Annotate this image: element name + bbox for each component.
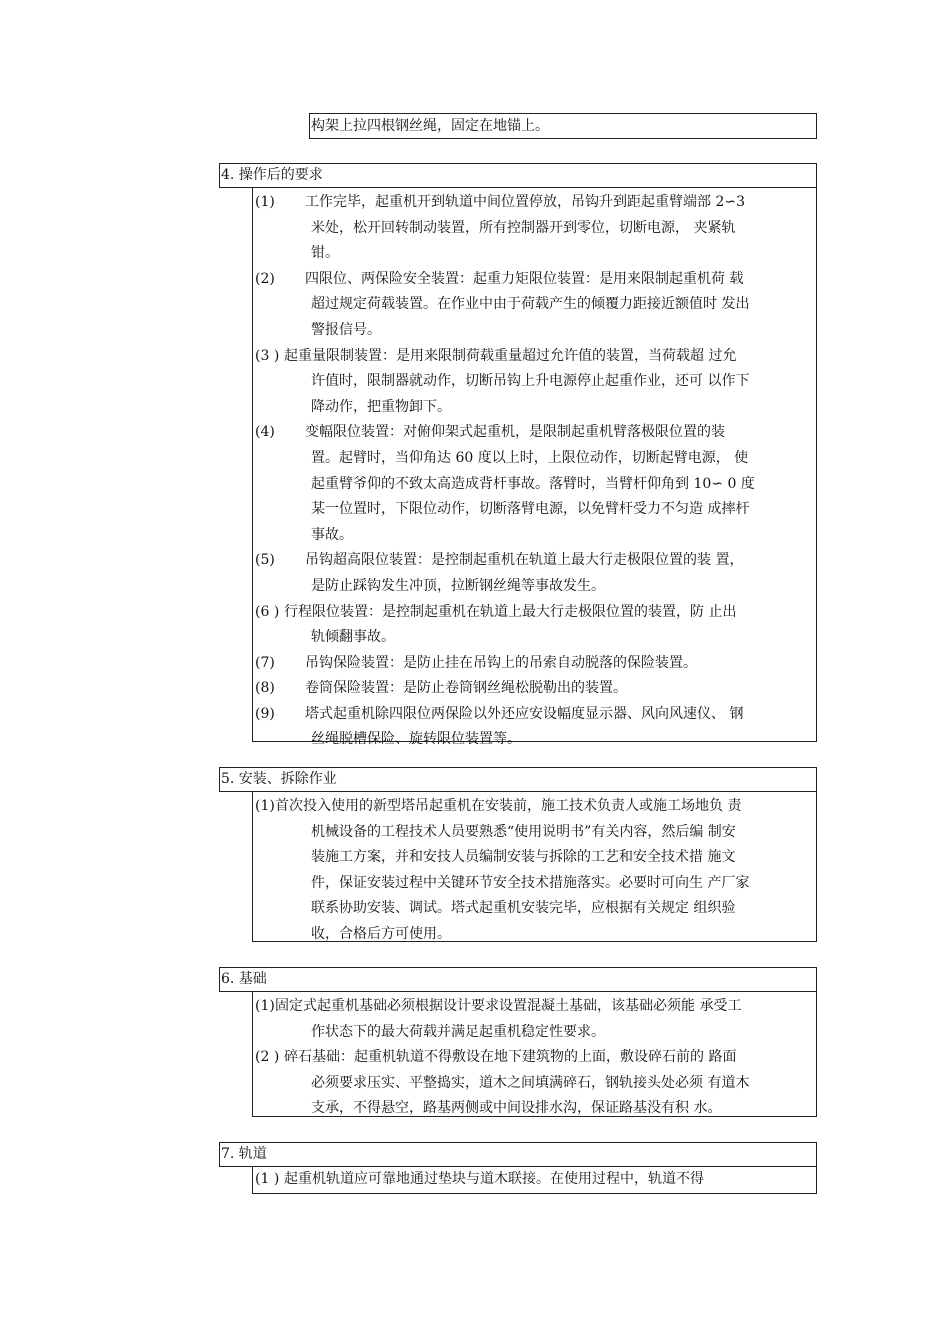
item-line: 工作完毕，起重机开到轨道中间位置停放，吊钩升到距起重臂端部 2∽3	[305, 194, 745, 210]
section-6-heading-text: 6. 基础	[221, 971, 267, 987]
item-number: (1 )	[255, 1171, 280, 1187]
item-number: (9)	[255, 705, 275, 722]
item-number: (3 )	[255, 347, 280, 364]
item-line: 吊钩超高限位装置：是控制起重机在轨道上最大行走极限位置的装 置，	[305, 552, 744, 569]
list-item	[253, 651, 816, 677]
list-item	[253, 794, 816, 948]
section-5-heading	[219, 767, 817, 792]
section-7-heading-text: 7. 轨道	[221, 1146, 267, 1162]
top-fragment-text: 构架上拉四根钢丝绳，固定在地锚上。	[311, 118, 549, 134]
item-line: 是防止踩钩发生冲顶，拉断钢丝绳等事故发生。	[311, 577, 605, 594]
list-item	[253, 420, 816, 548]
section-5-heading-text: 5. 安装、拆除作业	[221, 771, 337, 787]
list-item	[253, 994, 816, 1045]
list-item	[253, 267, 816, 344]
item-number: (2)	[255, 270, 275, 287]
item-number: (1)	[255, 998, 275, 1014]
item-line: 收，合格后方可使用。	[311, 925, 451, 942]
list-item	[253, 344, 816, 421]
item-line: 必须要求压实、平整捣实，道木之间填满碎石，钢轨接头处必须 有道木	[311, 1074, 750, 1091]
item-line: 碎石基础：起重机轨道不得敷设在地下建筑物的上面，敷设碎石前的 路面	[284, 1049, 737, 1066]
section-7-content	[252, 1167, 817, 1194]
list-item	[253, 676, 816, 702]
item-line: 轨倾翻事故。	[311, 629, 395, 646]
item-line: 丝绳脱槽保险、旋转限位装置等。	[311, 731, 521, 748]
item-line: 机械设备的工程技术人员要熟悉“使用说明书”有关内容，然后编 制安	[311, 823, 736, 840]
item-line: 起重臂爷仰的不致太高造成背杆事故。落臂时，当臂杆仰角到 10∽ 0 度	[311, 475, 755, 492]
item-line: 塔式起重机除四限位两保险以外还应安设幅度显示器、风向风速仪、 钢	[305, 705, 744, 722]
item-line: 件，保证安装过程中关键环节安全技术措施落实。必要时可向生 产厂家	[311, 874, 750, 891]
item-line: 联系协助安装、调试。塔式起重机安装完毕，应根据有关规定 组织验	[311, 900, 736, 917]
item-number: (1)	[255, 194, 275, 210]
list-item	[253, 190, 816, 267]
item-line: 米处，松开回转制动装置，所有控制器开到零位，切断电源， 夹紧轨	[311, 219, 736, 236]
section-4-heading	[219, 163, 817, 188]
item-line: 起重量限制装置：是用来限制荷载重量超过允许值的装置，当荷载超 过允	[284, 347, 737, 364]
section-6-heading	[219, 967, 817, 992]
list-item	[253, 600, 816, 651]
section-4-content	[252, 188, 817, 748]
item-line: 起重机轨道应可靠地通过垫块与道木联接。在使用过程中，轨道不得	[284, 1171, 704, 1187]
item-number: (4)	[255, 424, 275, 441]
list-item	[253, 548, 816, 599]
section-5-content	[252, 792, 817, 942]
item-line: 支承，不得悬空，路基两侧或中间设排水沟，保证路基没有积 水。	[311, 1100, 722, 1117]
item-line: 四限位、两保险安全装置：起重力矩限位装置：是用来限制起重机荷 载	[305, 270, 744, 287]
section-6-content	[252, 992, 817, 1117]
item-line: 装施工方案，并和安技人员编制安装与拆除的工艺和安全技术措 施文	[311, 849, 736, 866]
item-line: 降动作，把重物卸下。	[311, 398, 451, 415]
item-number: (1)	[255, 798, 275, 814]
list-item	[253, 1167, 816, 1193]
item-number: (7)	[255, 654, 275, 671]
top-fragment-box	[309, 113, 817, 139]
item-line: 变幅限位装置：对俯仰架式起重机，是限制起重机臂落极限位置的装	[305, 424, 725, 441]
item-number: (6 )	[255, 603, 280, 620]
item-line: 行程限位装置：是控制起重机在轨道上最大行走极限位置的装置，防 止出	[284, 603, 737, 620]
item-line: 作状态下的最大荷载并满足起重机稳定性要求。	[311, 1023, 605, 1040]
item-line: 钳。	[311, 245, 339, 262]
item-line: 超过规定荷载装置。在作业中由于荷载产生的倾覆力距接近额值时 发出	[311, 296, 750, 313]
list-item	[253, 1045, 816, 1122]
item-line: 置。起臂时，当仰角达 60 度以上时，上限位动作，切断起臂电源， 使	[311, 449, 749, 466]
section-4-heading-text: 4. 操作后的要求	[221, 167, 323, 183]
list-item	[253, 702, 816, 753]
item-line: 许值时，限制器就动作，切断吊钩上升电源停止起重作业，还可 以作下	[311, 373, 750, 390]
section-7-heading	[219, 1142, 817, 1167]
item-number: (2 )	[255, 1049, 280, 1066]
item-line: 固定式起重机基础必须根据设计要求设置混凝土基础，该基础必须能 承受工	[275, 998, 742, 1014]
item-number: (8)	[255, 680, 275, 697]
item-line: 卷筒保险装置：是防止卷筒钢丝绳松脱勒出的装置。	[305, 680, 627, 697]
item-line: 吊钩保险装置：是防止挂在吊钩上的吊索自动脱落的保险装置。	[305, 654, 697, 671]
item-line: 警报信号。	[311, 321, 381, 338]
item-number: (5)	[255, 552, 275, 569]
item-line: 事故。	[311, 526, 353, 543]
item-line: 首次投入使用的新型塔吊起重机在安装前，施工技术负责人或施工场地负 责	[275, 798, 742, 814]
item-line: 某一位置时，下限位动作，切断落臂电源，以免臂杆受力不匀造 成摔杆	[311, 501, 750, 518]
